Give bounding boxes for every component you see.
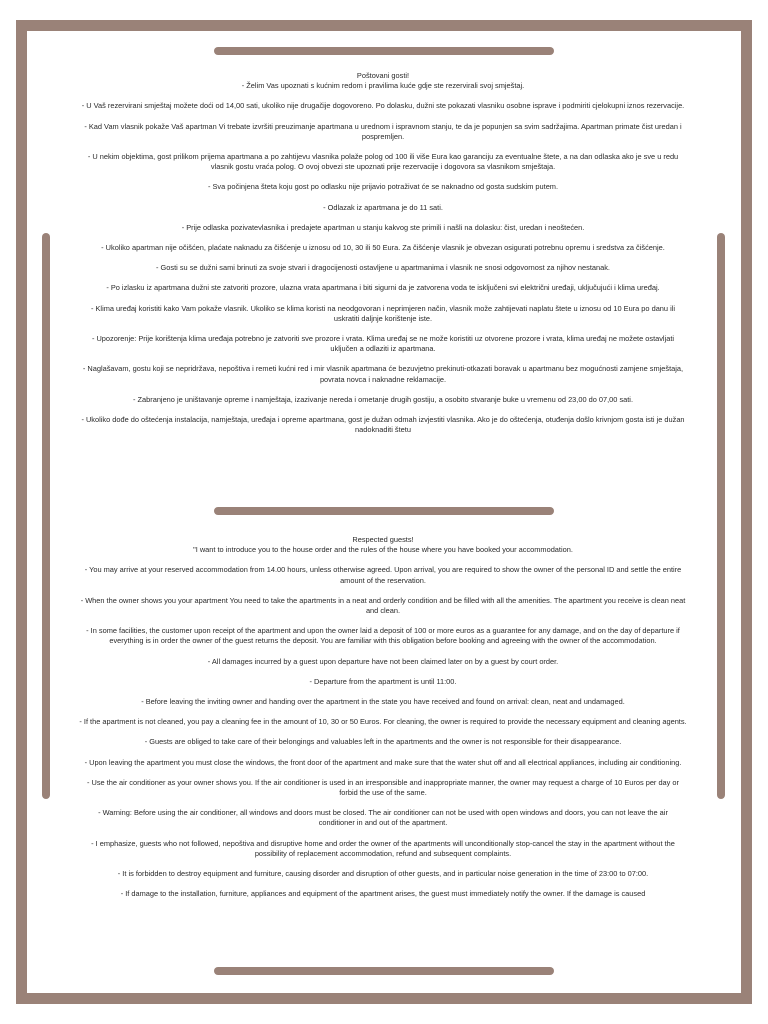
english-rule: - You may arrive at your reserved accommodation from 14.00 hours, unless otherwise agreed. Upon arrival, you are required to show the owner of the personal ID and settle the entire amount of the reservation.: [84, 565, 682, 585]
croatian-rule: - Po izlasku iz apartmana dužni ste zatvoriti prozore, ulazna vrata apartmana i biti sigurni da je zatvorena voda te isključeni svi električni uređaji, uključujući i klima uređaj.: [106, 283, 660, 293]
croatian-greeting: Poštovani gosti!: [356, 71, 410, 80]
croatian-rule: - Gosti su se dužni sami brinuti za svoje stvari i dragocijenosti ostavljene u apartmanima i vlasnik ne snosi odgovornost za njihov nestanak.: [156, 263, 610, 273]
english-rule: - When the owner shows you your apartment You need to take the apartments in a neat and orderly condition and be filled with all the amenities. The apartment you receive is clean neat and clean.: [80, 595, 686, 616]
page-frame: [16, 20, 752, 1004]
bottom-divider: [214, 967, 554, 975]
english-rule: - All damages incurred by a guest upon departure have not been claimed later on by a guest by court order.: [207, 656, 559, 666]
croatian-rule: - Naglašavam, gostu koji se nepridržava, nepoštiva i remeti kućni red i mir vlasnik apartmana će bezuvjetno prekinuti-otkazati boravak u apartmanu bez mogućnosti zamjene smještaja, povrata novca i naknadne reklamacije.: [82, 364, 684, 384]
top-divider: [214, 47, 554, 55]
english-house-rules: [79, 535, 687, 909]
english-rule: - If damage to the installation, furniture, appliances and equipment of the apartment arises, the guest must immediately notify the owner. If the damage is caused: [120, 889, 646, 899]
middle-divider: [214, 507, 554, 515]
croatian-rule: - Klima uređaj koristiti kako Vam pokaže vlasnik. Ukoliko se klima koristi na neodgovoran i neprimjeren način, vlasnik može zahtijevati naplatu štete u iznosu od 10 Eura po danu ili uskratiti daljnje korištenje iste.: [90, 303, 675, 323]
english-rule: - It is forbidden to destroy equipment and furniture, causing disorder and disruption of other guests, and in particular noise generation in the time of 23:00 to 07:00.: [117, 869, 649, 879]
english-rule: - Warning: Before using the air conditioner, all windows and doors must be closed. The air conditioner can not be used with open windows and doors, you can not leave the air conditioner in and out of the apartment.: [98, 808, 668, 828]
croatian-rule: - Odlazak iz apartmana je do 11 sati.: [323, 202, 443, 212]
croatian-house-rules: [79, 71, 687, 445]
english-rule: - If the apartment is not cleaned, you pay a cleaning fee in the amount of 10, 30 or 50 Euros. For cleaning, the owner is required to provide the necessary equipment and cleaning agents.: [79, 717, 687, 727]
english-rule: - In some facilities, the customer upon receipt of the apartment and upon the owner laid a deposit of 100 or more euros as a guarantee for any damage, and on the day of departure if everything is in order the owner of the guest returns the deposit. You are familiar with this obligation before booking and agreeing with the owner of the accommodation.: [86, 626, 680, 646]
english-intro: "I want to introduce you to the house order and the rules of the house where you have booked your accommodation.: [193, 545, 573, 555]
croatian-rule: - U Vaš rezervirani smještaj možete doći od 14,00 sati, ukoliko nije drugačije dogovoreno. Po dolasku, dužni ste pokazati vlasniku osobne isprave i podmiriti cjelokupni iznos rezervacije.: [81, 101, 685, 111]
croatian-rule: - Kad Vam vlasnik pokaže Vaš apartman Vi trebate izvršiti preuzimanje apartmana u urednom i ispravnom stanju, te da je popunjen sa svim sadržajima. Apartman primate čist uredan i pospremljen.: [84, 121, 682, 141]
english-rule: - I emphasize, guests who not followed, nepoštiva and disruptive home and order the owner of the apartments will unconditionally stop-cancel the stay in the apartment without the possibility of replacement accommodation, refund and subsequent complaints.: [91, 838, 675, 858]
croatian-rule: - Upozorenje: Prije korištenja klima uređaja potrebno je zatvoriti sve prozore i vrata. Klima uređaj se ne može koristiti uz otvorene prozore i vrata, klima uređaj ne možete ostavljati uključen a odlaziti iz apartmana.: [91, 334, 675, 354]
english-rule: - Use the air conditioner as your owner shows you. If the air conditioner is used in an irresponsible and inappropriate manner, the owner may request a charge of 10 Euros per day or forbid the use of the same.: [87, 777, 679, 798]
english-rule: - Before leaving the inviting owner and handing over the apartment in the state you have received and found on arrival: clean, neat and undamaged.: [141, 697, 625, 707]
croatian-rule: - Sva počinjena šteta koju gost po odlasku nije prijavio potraživat će se naknadno od gosta sudskim putem.: [207, 182, 559, 192]
croatian-rule: - Ukoliko dođe do oštećenja instalacija, namještaja, uređaja i opreme apartmana, gost je dužan odmah izvjestiti vlasnika. Ako je do oštećenja, otuđenja došlo krivnjom gosta isti je dužan nadoknaditi štetu: [81, 415, 685, 435]
english-greeting: Respected guests!: [352, 535, 414, 544]
croatian-rule: - U nekim objektima, gost prilikom prijema apartmana a po zahtijevu vlasnika polaže polog od 100 ili više Eura kao garanciju za eventualne štete, a na dan odlaska ako je sve u redu vlasnik gostu vraća polog. O ovoj obvezi ste upoznati prije rezervacije i dogovora sa vlasnikom smještaja.: [87, 152, 679, 172]
croatian-rule: - Ukoliko apartman nije očišćen, plaćate naknadu za čišćenje u iznosu od 10, 30 ili 50 Eura. Za čišćenje vlasnik je obvezan osigurati potrebnu opremu i sredstva za čišćenje.: [101, 243, 665, 253]
croatian-rule: - Prije odlaska pozivatevlasnika i predajete apartman u stanju kakvog ste primili i našli na dolasku: čist, uredan i neoštećen.: [181, 222, 585, 232]
english-rule: - Upon leaving the apartment you must close the windows, the front door of the apartment and make sure that the water shut off and all electrical appliances, including air conditioning.: [84, 757, 682, 767]
croatian-rule: - Zabranjeno je uništavanje opreme i namještaja, izazivanje nereda i ometanje drugih gostiju, a osobito stvaranje buke u vremenu od 23,00 do 07,00 sati.: [133, 394, 633, 404]
right-side-bar: [717, 233, 725, 799]
english-rule: - Departure from the apartment is until 11:00.: [309, 676, 457, 686]
english-rule: - Guests are obliged to take care of their belongings and valuables left in the apartments and the owner is not responsible for their disappearance.: [144, 737, 622, 747]
document-sheet: [27, 31, 741, 993]
left-side-bar: [42, 233, 50, 799]
croatian-intro: - Želim Vas upoznati s kućnim redom i pravilima kuće gdje ste rezervirali svoj smještaj.: [241, 81, 525, 91]
